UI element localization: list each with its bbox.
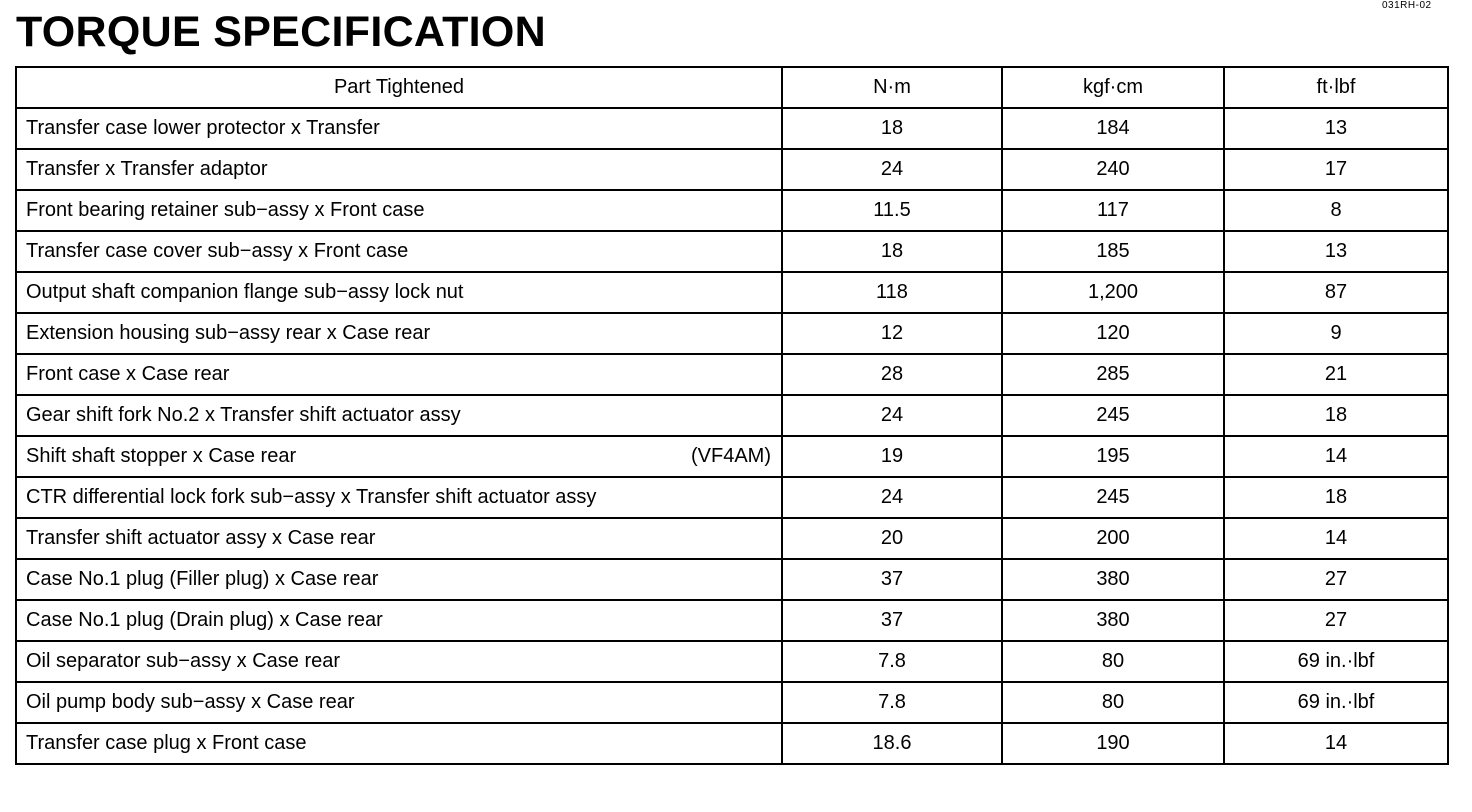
cell-ft-lbf: 27 [1224,559,1448,600]
document-code: 031RH-02 [1382,0,1432,11]
cell-ft-lbf: 9 [1224,313,1448,354]
part-variant-note: (VF4AM) [691,445,771,467]
table-row [16,313,1448,354]
cell-ft-lbf: 69 in.·lbf [1224,682,1448,723]
part-label: Shift shaft stopper x Case rear [26,445,297,467]
part-label: Transfer case lower protector x Transfer [26,117,380,139]
table-row [16,395,1448,436]
part-label: Oil separator sub−assy x Case rear [26,650,341,672]
cell-part-tightened [16,723,782,764]
cell-nm: 18 [782,108,1002,149]
cell-nm: 118 [782,272,1002,313]
cell-part-tightened [16,600,782,641]
part-label: Transfer shift actuator assy x Case rear [26,527,376,549]
cell-ft-lbf: 13 [1224,231,1448,272]
part-label: Transfer case cover sub−assy x Front case [26,240,409,262]
part-label: Case No.1 plug (Filler plug) x Case rear [26,568,379,590]
part-label: Oil pump body sub−assy x Case rear [26,691,355,713]
cell-nm: 12 [782,313,1002,354]
cell-nm: 28 [782,354,1002,395]
table-row [16,436,1448,477]
cell-part-tightened [16,559,782,600]
cell-ft-lbf: 27 [1224,600,1448,641]
table-row [16,723,1448,764]
table-row [16,518,1448,559]
cell-nm: 37 [782,559,1002,600]
cell-part-tightened [16,231,782,272]
part-label: Transfer case plug x Front case [26,732,307,754]
cell-part-tightened [16,477,782,518]
cell-kgf-cm: 80 [1002,641,1224,682]
cell-ft-lbf: 17 [1224,149,1448,190]
cell-kgf-cm: 200 [1002,518,1224,559]
cell-ft-lbf: 69 in.·lbf [1224,641,1448,682]
cell-kgf-cm: 245 [1002,395,1224,436]
cell-kgf-cm: 80 [1002,682,1224,723]
cell-nm: 7.8 [782,641,1002,682]
table-row [16,149,1448,190]
cell-kgf-cm: 195 [1002,436,1224,477]
cell-nm: 24 [782,149,1002,190]
table-row [16,600,1448,641]
cell-ft-lbf: 8 [1224,190,1448,231]
cell-kgf-cm: 190 [1002,723,1224,764]
part-label: Case No.1 plug (Drain plug) x Case rear [26,609,383,631]
header-nm: N·m [782,67,1002,108]
table-row [16,477,1448,518]
cell-ft-lbf: 14 [1224,518,1448,559]
part-label: CTR differential lock fork sub−assy x Transfer shift actuator assy [26,486,597,508]
cell-nm: 24 [782,477,1002,518]
cell-nm: 18 [782,231,1002,272]
cell-part-tightened [16,108,782,149]
table-row [16,559,1448,600]
table-row [16,272,1448,313]
cell-kgf-cm: 240 [1002,149,1224,190]
table-row [16,231,1448,272]
cell-kgf-cm: 1,200 [1002,272,1224,313]
cell-nm: 37 [782,600,1002,641]
cell-part-tightened [16,436,782,477]
cell-ft-lbf: 87 [1224,272,1448,313]
table-row [16,641,1448,682]
cell-nm: 19 [782,436,1002,477]
cell-part-tightened [16,190,782,231]
table-row [16,190,1448,231]
cell-part-tightened [16,313,782,354]
table-row [16,682,1448,723]
torque-spec-table [15,66,1449,765]
cell-nm: 11.5 [782,190,1002,231]
part-label: Front bearing retainer sub−assy x Front case [26,199,425,221]
header-ft-lbf: ft·lbf [1224,67,1448,108]
cell-kgf-cm: 380 [1002,600,1224,641]
cell-ft-lbf: 18 [1224,395,1448,436]
part-label: Transfer x Transfer adaptor [26,158,268,180]
part-label: Gear shift fork No.2 x Transfer shift actuator assy [26,404,461,426]
header-part-tightened: Part Tightened [16,67,782,108]
header-kgf-cm: kgf·cm [1002,67,1224,108]
cell-part-tightened [16,149,782,190]
cell-ft-lbf: 14 [1224,436,1448,477]
cell-ft-lbf: 14 [1224,723,1448,764]
cell-nm: 20 [782,518,1002,559]
cell-part-tightened [16,272,782,313]
cell-kgf-cm: 185 [1002,231,1224,272]
cell-part-tightened [16,641,782,682]
cell-nm: 18.6 [782,723,1002,764]
table-row [16,108,1448,149]
cell-kgf-cm: 380 [1002,559,1224,600]
cell-kgf-cm: 184 [1002,108,1224,149]
cell-part-tightened [16,682,782,723]
cell-nm: 24 [782,395,1002,436]
cell-kgf-cm: 117 [1002,190,1224,231]
table-header-row [16,67,1448,108]
cell-kgf-cm: 120 [1002,313,1224,354]
page-title: TORQUE SPECIFICATION [16,8,546,56]
part-label: Front case x Case rear [26,363,230,385]
part-label: Extension housing sub−assy rear x Case rear [26,322,431,344]
cell-part-tightened [16,395,782,436]
cell-nm: 7.8 [782,682,1002,723]
cell-part-tightened [16,518,782,559]
cell-kgf-cm: 285 [1002,354,1224,395]
cell-ft-lbf: 18 [1224,477,1448,518]
cell-kgf-cm: 245 [1002,477,1224,518]
cell-part-tightened [16,354,782,395]
part-label: Output shaft companion flange sub−assy lock nut [26,281,464,303]
table-row [16,354,1448,395]
cell-ft-lbf: 21 [1224,354,1448,395]
cell-ft-lbf: 13 [1224,108,1448,149]
